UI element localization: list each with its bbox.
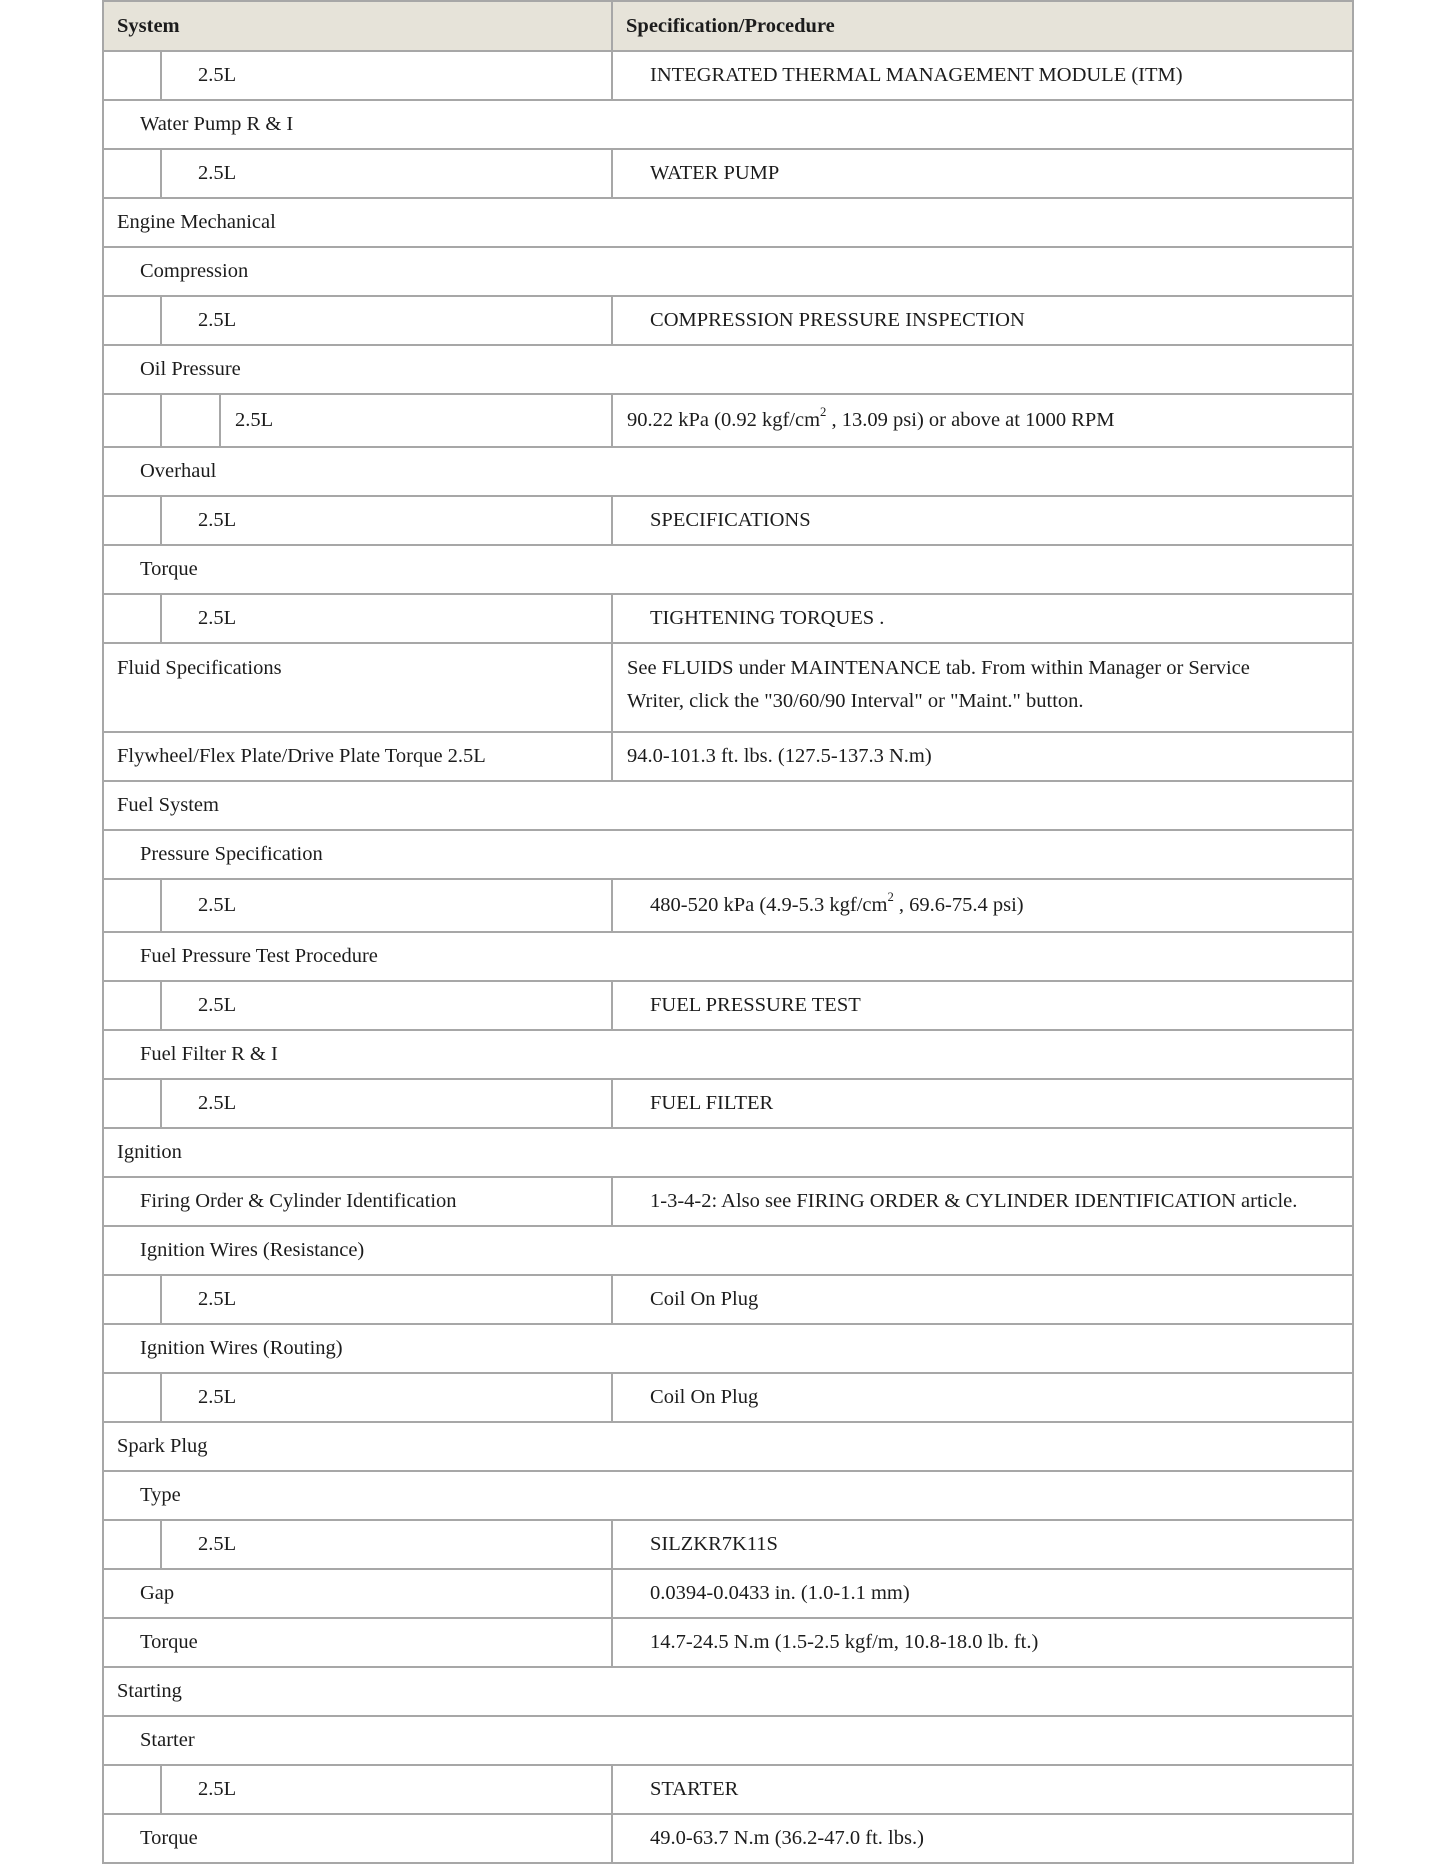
indent-cell [103,1520,161,1569]
table-row [103,296,1353,345]
engine-model-cell: 2.5L [161,594,612,643]
section-label: Starting [103,1667,1353,1716]
table-row [103,594,1353,643]
table-row [103,643,1353,732]
section-label: Fluid Specifications [103,643,612,732]
table-row [103,1422,1353,1471]
table-row [103,1814,1353,1863]
table-row [103,732,1353,781]
spec-link-cell[interactable]: TIGHTENING TORQUES . [612,594,1353,643]
engine-model-cell: 2.5L [161,149,612,198]
spec-column-header: Specification/Procedure [612,1,1353,51]
section-label: Spark Plug [103,1422,1353,1471]
subsection-label: Ignition Wires (Resistance) [103,1226,1353,1275]
engine-model-cell: 2.5L [161,51,612,100]
table-row [103,1324,1353,1373]
spec-value-text: 480-520 kPa (4.9-5.3 kgf/cm [650,894,888,917]
spec-value-text: , 13.09 psi) or above at 1000 RPM [826,409,1115,432]
subsection-label: Overhaul [103,447,1353,496]
table-row [103,1471,1353,1520]
spec-value-cell [612,879,1353,932]
engine-model-cell: 2.5L [161,296,612,345]
engine-model-cell: 2.5L [161,1373,612,1422]
spec-link-cell[interactable]: FUEL FILTER [612,1079,1353,1128]
engine-model-cell: 2.5L [161,1765,612,1814]
table-row [103,1177,1353,1226]
spec-value-line: Writer, click the "30/60/90 Interval" or "Maint." button. [627,689,1084,712]
subsection-label: Fuel Filter R & I [103,1030,1353,1079]
table-row [103,1520,1353,1569]
subsection-label: Oil Pressure [103,345,1353,394]
table-row [103,1373,1353,1422]
subsection-label: Ignition Wires (Routing) [103,1324,1353,1373]
section-label: Engine Mechanical [103,198,1353,247]
spec-value-cell: 94.0-101.3 ft. lbs. (127.5-137.3 N.m) [612,732,1353,781]
spec-value-text: 90.22 kPa (0.92 kgf/cm [627,409,821,432]
table-row [103,981,1353,1030]
table-row [103,932,1353,981]
indent-cell [103,496,161,545]
engine-model-cell: 2.5L [161,1275,612,1324]
subsection-label: Pressure Specification [103,830,1353,879]
superscript: 2 [820,405,827,420]
subsection-label: Torque [103,1814,612,1863]
spec-link-cell[interactable]: INTEGRATED THERMAL MANAGEMENT MODULE (ITM) [612,51,1353,100]
indent-cell [103,1765,161,1814]
spec-value-cell [612,643,1353,732]
spec-link-cell[interactable]: COMPRESSION PRESSURE INSPECTION [612,296,1353,345]
indent-cell [103,1275,161,1324]
table-row [103,545,1353,594]
table-header-row [103,1,1353,51]
indent-cell [103,879,161,932]
indent-cell [103,394,161,447]
table-row [103,830,1353,879]
subsection-label: Torque [103,1618,612,1667]
subsection-label: Starter [103,1716,1353,1765]
subsection-label: Type [103,1471,1353,1520]
section-label: Ignition [103,1128,1353,1177]
engine-model-cell: 2.5L [161,1079,612,1128]
spec-value-cell: 14.7-24.5 N.m (1.5-2.5 kgf/m, 10.8-18.0 lb. ft.) [612,1618,1353,1667]
spec-value-cell [612,394,1353,447]
engine-model-cell: 2.5L [161,496,612,545]
table-row [103,100,1353,149]
spec-value-cell: 1-3-4-2: Also see FIRING ORDER & CYLINDER IDENTIFICATION article. [612,1177,1353,1226]
subsection-label: Torque [103,545,1353,594]
spec-link-cell[interactable]: STARTER [612,1765,1353,1814]
spec-value-text: , 69.6-75.4 psi) [893,894,1024,917]
table-row [103,1667,1353,1716]
section-label: Flywheel/Flex Plate/Drive Plate Torque 2.5L [103,732,612,781]
spec-value-cell: 49.0-63.7 N.m (36.2-47.0 ft. lbs.) [612,1814,1353,1863]
specification-table [102,0,1354,1864]
table-row [103,51,1353,100]
table-row [103,149,1353,198]
subsection-label: Compression [103,247,1353,296]
spec-link-cell[interactable]: WATER PUMP [612,149,1353,198]
engine-model-cell: 2.5L [161,1520,612,1569]
spec-value-cell: Coil On Plug [612,1275,1353,1324]
indent-cell [103,1373,161,1422]
table-row [103,247,1353,296]
indent-cell [103,981,161,1030]
engine-model-cell: 2.5L [161,981,612,1030]
spec-value-cell: Coil On Plug [612,1373,1353,1422]
spec-link-cell[interactable]: FUEL PRESSURE TEST [612,981,1353,1030]
table-row [103,1030,1353,1079]
subsection-label: Water Pump R & I [103,100,1353,149]
indent-cell [161,394,220,447]
table-row [103,1716,1353,1765]
table-row [103,1569,1353,1618]
indent-cell [103,296,161,345]
section-label: Fuel System [103,781,1353,830]
subsection-label: Fuel Pressure Test Procedure [103,932,1353,981]
system-column-header: System [103,1,612,51]
spec-value-cell: SILZKR7K11S [612,1520,1353,1569]
table-row [103,447,1353,496]
table-row [103,1079,1353,1128]
table-row [103,496,1353,545]
spec-value-line: See FLUIDS under MAINTENANCE tab. From within Manager or Service [627,657,1250,679]
table-row [103,394,1353,447]
table-row [103,1275,1353,1324]
indent-cell [103,51,161,100]
table-row [103,1128,1353,1177]
table-row [103,781,1353,830]
spec-link-cell[interactable]: SPECIFICATIONS [612,496,1353,545]
engine-model-cell: 2.5L [161,879,612,932]
table-row [103,198,1353,247]
table-row [103,1618,1353,1667]
table-row [103,345,1353,394]
engine-model-cell: 2.5L [220,394,612,447]
subsection-label: Firing Order & Cylinder Identification [103,1177,612,1226]
subsection-label: Gap [103,1569,612,1618]
table-row [103,1226,1353,1275]
superscript: 2 [887,890,894,905]
indent-cell [103,149,161,198]
table-row [103,1765,1353,1814]
indent-cell [103,594,161,643]
spec-value-cell: 0.0394-0.0433 in. (1.0-1.1 mm) [612,1569,1353,1618]
indent-cell [103,1079,161,1128]
table-row [103,879,1353,932]
